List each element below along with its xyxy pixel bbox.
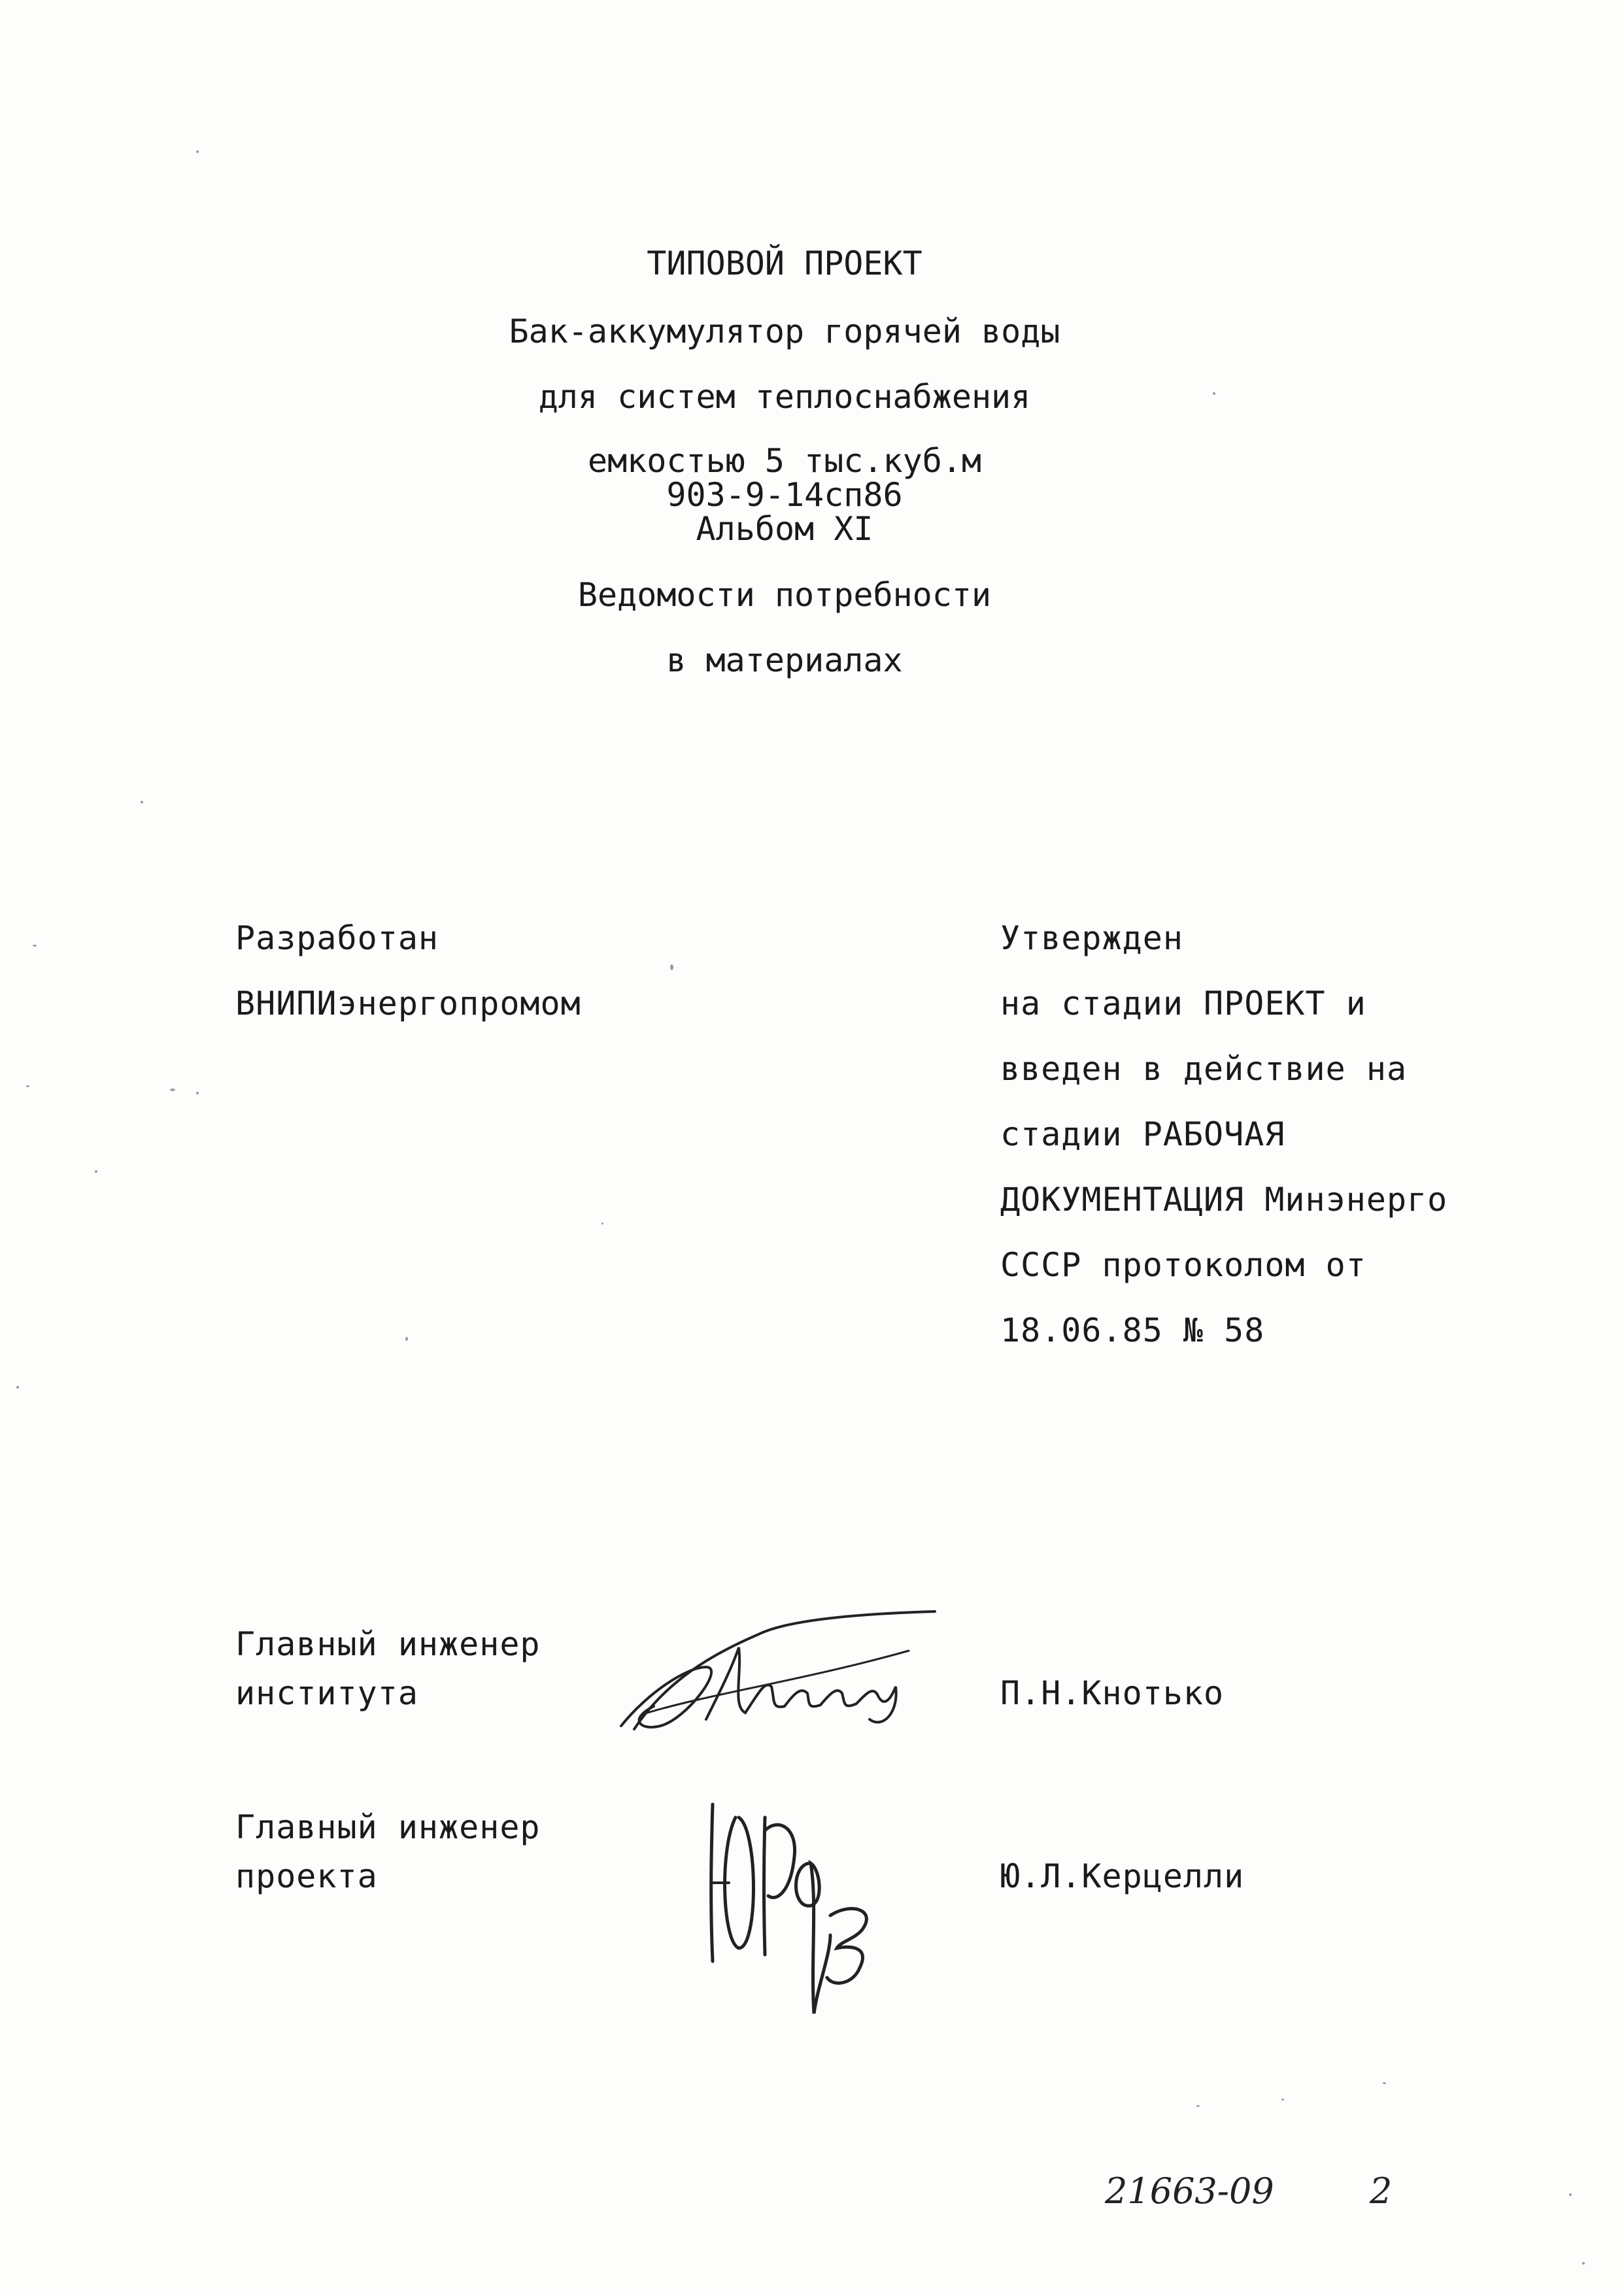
scan-speck bbox=[1281, 2099, 1284, 2100]
title-capacity: емкостью 5 тыс.куб.м bbox=[587, 442, 982, 480]
project-engineer-label-1: Главный инженер bbox=[235, 1808, 541, 1846]
scan-speck bbox=[1196, 2105, 1200, 2107]
approved-line-7: 18.06.85 № 58 bbox=[1000, 1311, 1265, 1349]
institute-signature bbox=[608, 1595, 948, 1746]
project-signature bbox=[700, 1791, 883, 2033]
scan-speck bbox=[16, 1386, 19, 1389]
scan-speck bbox=[670, 964, 673, 970]
scan-speck bbox=[1582, 2262, 1585, 2265]
institute-engineer-label-1: Главный инженер bbox=[235, 1625, 541, 1663]
scan-speck bbox=[196, 1092, 199, 1094]
approved-line-2: на стадии ПРОЕКТ и bbox=[1000, 985, 1366, 1022]
developed-organization: ВНИПИэнергопромом bbox=[235, 985, 581, 1022]
project-engineer-label-2: проекта bbox=[235, 1857, 378, 1895]
institute-engineer-label-2: института bbox=[235, 1674, 418, 1712]
page-number: 2 bbox=[1370, 2170, 1393, 2212]
title-typical-project: ТИПОВОЙ ПРОЕКТ bbox=[647, 245, 922, 282]
project-engineer-name: Ю.Л.Керцелли bbox=[1000, 1857, 1245, 1895]
institute-engineer-name: П.Н.Кнотько bbox=[1000, 1674, 1225, 1712]
scan-speck bbox=[170, 1088, 175, 1091]
scan-speck bbox=[141, 801, 143, 803]
title-materials: в материалах bbox=[666, 641, 903, 679]
title-tank-name: Бак-аккумулятор горячей воды bbox=[509, 312, 1060, 350]
scan-speck bbox=[405, 1337, 408, 1341]
scan-speck bbox=[1213, 392, 1215, 395]
project-code: 903-9-14сп86 bbox=[666, 476, 903, 514]
inventory-number: 21663-09 bbox=[1105, 2170, 1274, 2212]
approved-line-1: Утвержден bbox=[1000, 919, 1183, 957]
scan-speck bbox=[1569, 2193, 1572, 2196]
scan-speck bbox=[196, 150, 199, 153]
approved-line-5: ДОКУМЕНТАЦИЯ Минэнерго bbox=[1000, 1181, 1448, 1219]
scan-speck bbox=[33, 945, 37, 947]
scan-speck bbox=[26, 1085, 29, 1087]
approved-line-4: стадии РАБОЧАЯ bbox=[1000, 1115, 1285, 1153]
title-statements: Ведомости потребности bbox=[577, 576, 992, 614]
scan-speck bbox=[95, 1170, 97, 1173]
approved-line-6: СССР протоколом от bbox=[1000, 1246, 1366, 1284]
scan-speck bbox=[1383, 2082, 1386, 2084]
title-purpose: для систем теплоснабжения bbox=[538, 378, 1031, 416]
scan-speck bbox=[601, 1223, 603, 1224]
album-number: Альбом XI bbox=[696, 510, 873, 548]
developed-label: Разработан bbox=[235, 919, 439, 957]
approved-line-3: введен в действие на bbox=[1000, 1050, 1408, 1088]
